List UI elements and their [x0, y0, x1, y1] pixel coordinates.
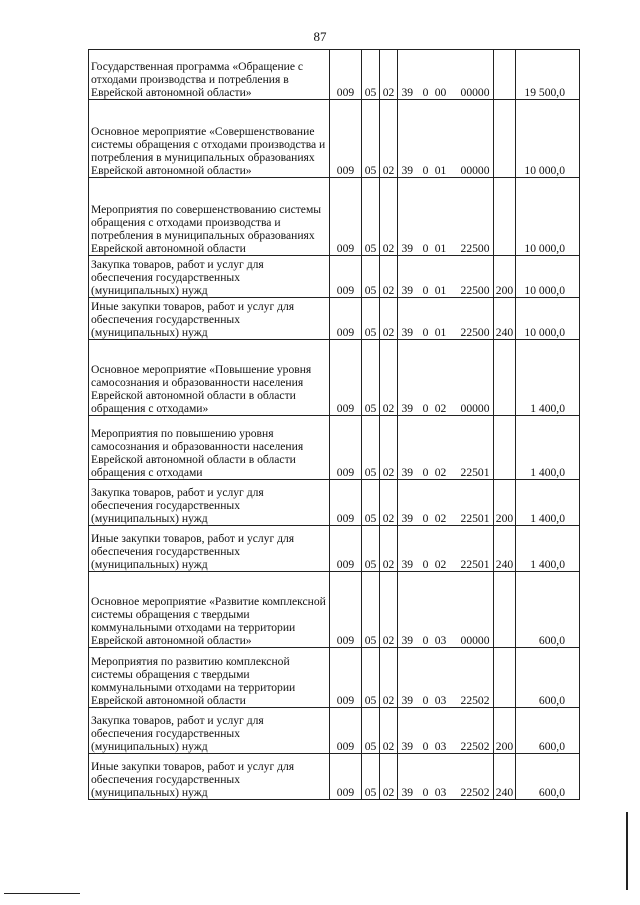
cs-program-code: 39 [401, 786, 414, 799]
gr-code-cell: 009 [330, 100, 362, 178]
amount-cell: 600,0 [516, 754, 580, 800]
pr-code-cell: 02 [380, 256, 398, 298]
target-article-cell [398, 648, 494, 708]
target-article-cell [398, 572, 494, 648]
target-article-cell [398, 178, 494, 256]
target-article-cell [398, 416, 494, 480]
rz-code-cell: 05 [362, 480, 380, 526]
expense-name-cell: Основное мероприятие «Совершенствование системы обращения с отходами производства и потребления в муниципальных образованиях Еврейской автономной области» [89, 100, 330, 178]
cs-program-code: 39 [401, 634, 414, 647]
cs-event-code: 01 [434, 326, 447, 339]
cs-event-code: 03 [434, 740, 447, 753]
target-article-cell [398, 708, 494, 754]
footer-rule [4, 893, 80, 894]
vr-code-cell: 240 [494, 526, 516, 572]
cs-subprogram-code: 0 [422, 86, 429, 99]
table-row [89, 298, 580, 340]
expense-name-cell: Иные закупки товаров, работ и услуг для обеспечения государственных (муниципальных) нужд [89, 754, 330, 800]
cs-event-code: 02 [434, 402, 447, 415]
rz-code-cell: 05 [362, 340, 380, 416]
expense-name-cell: Основное мероприятие «Развитие комплексной системы обращения с твердыми коммунальными отходами на территории Еврейской автономной области» [89, 572, 330, 648]
target-article-cell [398, 50, 494, 100]
gr-code-cell: 009 [330, 480, 362, 526]
amount-cell: 600,0 [516, 648, 580, 708]
vr-code-cell [494, 648, 516, 708]
amount-cell: 19 500,0 [516, 50, 580, 100]
pr-code-cell: 02 [380, 100, 398, 178]
expense-name-cell: Закупка товаров, работ и услуг для обеспечения государственных (муниципальных) нужд [89, 708, 330, 754]
cs-subprogram-code: 0 [422, 466, 429, 479]
vr-code-cell: 240 [494, 754, 516, 800]
cs-event-code: 00 [434, 86, 447, 99]
gr-code-cell: 009 [330, 298, 362, 340]
budget-table [88, 49, 580, 800]
cs-event-code: 01 [434, 242, 447, 255]
vr-code-cell: 240 [494, 298, 516, 340]
rz-code-cell: 05 [362, 100, 380, 178]
expense-name-cell: Государственная программа «Обращение с отходами производства и потребления в Еврейской автономной области» [89, 50, 330, 100]
amount-cell: 1 400,0 [516, 340, 580, 416]
budget-table-body [89, 50, 580, 800]
expense-name-cell: Основное мероприятие «Повышение уровня самосознания и образованности населения Еврейской автономной области в области обращения с отходами» [89, 340, 330, 416]
pr-code-cell: 02 [380, 708, 398, 754]
gr-code-cell: 009 [330, 340, 362, 416]
cs-direction-code: 00000 [460, 86, 490, 99]
expense-name-cell: Закупка товаров, работ и услуг для обеспечения государственных (муниципальных) нужд [89, 256, 330, 298]
expense-name-cell: Мероприятия по повышению уровня самосознания и образованности населения Еврейской автономной области в области обращения с отходами [89, 416, 330, 480]
amount-cell: 1 400,0 [516, 480, 580, 526]
cs-program-code: 39 [401, 242, 414, 255]
target-article-cell [398, 256, 494, 298]
cs-subprogram-code: 0 [422, 284, 429, 297]
pr-code-cell: 02 [380, 50, 398, 100]
table-row [89, 754, 580, 800]
rz-code-cell: 05 [362, 50, 380, 100]
table-row [89, 100, 580, 178]
cs-subprogram-code: 0 [422, 512, 429, 525]
table-row [89, 480, 580, 526]
gr-code-cell: 009 [330, 526, 362, 572]
vr-code-cell [494, 100, 516, 178]
page-number: 87 [313, 29, 327, 44]
cs-direction-code: 22501 [460, 466, 490, 479]
vr-code-cell [494, 416, 516, 480]
cs-direction-code: 22502 [460, 740, 490, 753]
pr-code-cell: 02 [380, 754, 398, 800]
cs-subprogram-code: 0 [422, 634, 429, 647]
cs-direction-code: 22501 [460, 558, 490, 571]
table-row [89, 648, 580, 708]
vr-code-cell: 200 [494, 256, 516, 298]
gr-code-cell: 009 [330, 648, 362, 708]
table-row [89, 256, 580, 298]
table-row [89, 50, 580, 100]
rz-code-cell: 05 [362, 708, 380, 754]
rz-code-cell: 05 [362, 178, 380, 256]
cs-program-code: 39 [401, 402, 414, 415]
cs-event-code: 01 [434, 164, 447, 177]
cs-direction-code: 22500 [460, 326, 490, 339]
cs-subprogram-code: 0 [422, 558, 429, 571]
table-row [89, 416, 580, 480]
amount-cell: 600,0 [516, 708, 580, 754]
target-article-cell [398, 754, 494, 800]
rz-code-cell: 05 [362, 572, 380, 648]
pr-code-cell: 02 [380, 340, 398, 416]
target-article-cell [398, 340, 494, 416]
expense-name-cell: Мероприятия по совершенствованию системы обращения с отходами производства и потребления в муниципальных образованиях Еврейской автономной области [89, 178, 330, 256]
vr-code-cell: 200 [494, 480, 516, 526]
cs-subprogram-code: 0 [422, 740, 429, 753]
gr-code-cell: 009 [330, 572, 362, 648]
table-row [89, 340, 580, 416]
table-row [89, 526, 580, 572]
expense-name-cell: Иные закупки товаров, работ и услуг для обеспечения государственных (муниципальных) нужд [89, 298, 330, 340]
rz-code-cell: 05 [362, 526, 380, 572]
gr-code-cell: 009 [330, 416, 362, 480]
expense-name-cell: Закупка товаров, работ и услуг для обеспечения государственных (муниципальных) нужд [89, 480, 330, 526]
cs-direction-code: 22502 [460, 786, 490, 799]
cs-direction-code: 00000 [460, 164, 490, 177]
vr-code-cell: 200 [494, 708, 516, 754]
amount-cell: 10 000,0 [516, 256, 580, 298]
table-row [89, 708, 580, 754]
cs-event-code: 01 [434, 284, 447, 297]
amount-cell: 10 000,0 [516, 178, 580, 256]
pr-code-cell: 02 [380, 480, 398, 526]
cs-event-code: 03 [434, 694, 447, 707]
cs-program-code: 39 [401, 466, 414, 479]
cs-program-code: 39 [401, 558, 414, 571]
gr-code-cell: 009 [330, 256, 362, 298]
rz-code-cell: 05 [362, 256, 380, 298]
rz-code-cell: 05 [362, 648, 380, 708]
cs-event-code: 03 [434, 786, 447, 799]
vr-code-cell [494, 50, 516, 100]
cs-subprogram-code: 0 [422, 242, 429, 255]
amount-cell: 10 000,0 [516, 100, 580, 178]
rz-code-cell: 05 [362, 754, 380, 800]
cs-subprogram-code: 0 [422, 694, 429, 707]
cs-program-code: 39 [401, 86, 414, 99]
amount-cell: 1 400,0 [516, 416, 580, 480]
cs-direction-code: 22500 [460, 284, 490, 297]
cs-event-code: 03 [434, 634, 447, 647]
pr-code-cell: 02 [380, 298, 398, 340]
gr-code-cell: 009 [330, 708, 362, 754]
vr-code-cell [494, 178, 516, 256]
cs-direction-code: 00000 [460, 634, 490, 647]
target-article-cell [398, 298, 494, 340]
cs-event-code: 02 [434, 466, 447, 479]
cs-subprogram-code: 0 [422, 402, 429, 415]
target-article-cell [398, 100, 494, 178]
cs-direction-code: 00000 [460, 402, 490, 415]
pr-code-cell: 02 [380, 526, 398, 572]
pr-code-cell: 02 [380, 416, 398, 480]
gr-code-cell: 009 [330, 178, 362, 256]
cs-direction-code: 22502 [460, 694, 490, 707]
cs-program-code: 39 [401, 284, 414, 297]
pr-code-cell: 02 [380, 178, 398, 256]
cs-program-code: 39 [401, 740, 414, 753]
gr-code-cell: 009 [330, 50, 362, 100]
pr-code-cell: 02 [380, 648, 398, 708]
cs-direction-code: 22500 [460, 242, 490, 255]
cs-event-code: 02 [434, 512, 447, 525]
pr-code-cell: 02 [380, 572, 398, 648]
vr-code-cell [494, 572, 516, 648]
rz-code-cell: 05 [362, 298, 380, 340]
cs-program-code: 39 [401, 512, 414, 525]
cs-direction-code: 22501 [460, 512, 490, 525]
cs-subprogram-code: 0 [422, 326, 429, 339]
scan-edge-mark [626, 812, 628, 890]
amount-cell: 600,0 [516, 572, 580, 648]
table-row [89, 572, 580, 648]
expense-name-cell: Мероприятия по развитию комплексной системы обращения с твердыми коммунальными отходами на территории Еврейской автономной области [89, 648, 330, 708]
target-article-cell [398, 526, 494, 572]
amount-cell: 10 000,0 [516, 298, 580, 340]
expense-name-cell: Иные закупки товаров, работ и услуг для обеспечения государственных (муниципальных) нужд [89, 526, 330, 572]
cs-subprogram-code: 0 [422, 786, 429, 799]
table-row [89, 178, 580, 256]
target-article-cell [398, 480, 494, 526]
cs-program-code: 39 [401, 694, 414, 707]
amount-cell: 1 400,0 [516, 526, 580, 572]
gr-code-cell: 009 [330, 754, 362, 800]
cs-program-code: 39 [401, 326, 414, 339]
cs-subprogram-code: 0 [422, 164, 429, 177]
cs-event-code: 02 [434, 558, 447, 571]
cs-program-code: 39 [401, 164, 414, 177]
vr-code-cell [494, 340, 516, 416]
rz-code-cell: 05 [362, 416, 380, 480]
